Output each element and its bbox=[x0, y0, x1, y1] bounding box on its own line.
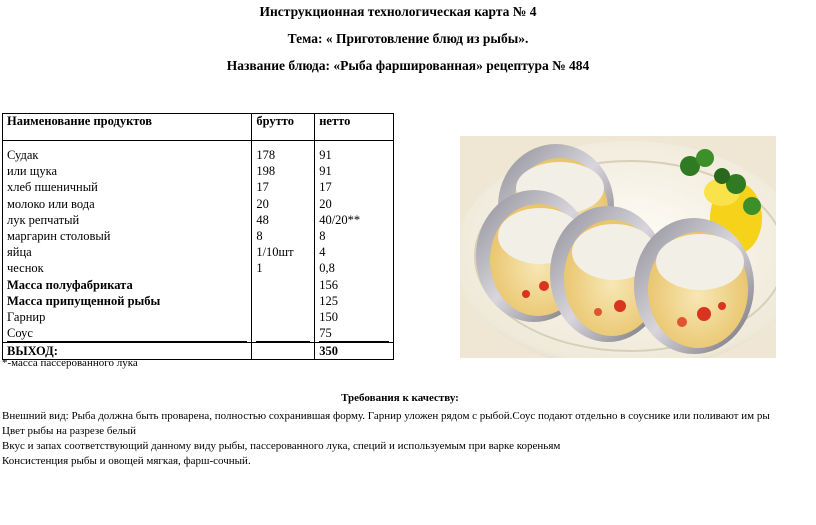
brutto-value bbox=[256, 277, 310, 293]
netto-value: 4 bbox=[319, 245, 326, 260]
brutto-value: 8 bbox=[256, 228, 263, 243]
netto-value: 20 bbox=[319, 196, 332, 211]
netto-cell bbox=[315, 141, 394, 343]
requirement-taste: Вкус и запах соответствующий данному виду рыбы, пассерованного лука, специй и используемым при варке кореньям bbox=[2, 440, 561, 452]
netto-value: 0,8 bbox=[319, 261, 335, 276]
product-name: Гарнир bbox=[7, 309, 46, 324]
topic-title: Тема: « Приготовление блюд из рыбы». bbox=[287, 31, 529, 46]
netto-value: 150 bbox=[319, 309, 338, 324]
stuffed-fish-photo bbox=[460, 136, 776, 358]
dish-title: Название блюда: «Рыба фаршированная» рецептура № 484 bbox=[226, 58, 590, 73]
netto-value: 75 bbox=[319, 325, 389, 342]
requirement-color: Цвет рыбы на разрезе белый bbox=[2, 425, 136, 437]
product-name: маргарин столовый bbox=[7, 228, 111, 243]
brutto-value: 178 bbox=[256, 148, 276, 162]
footnote: *-масса пассерованного лука bbox=[2, 357, 138, 369]
requirement-texture: Консистенция рыбы и овощей мягкая, фарш-сочный. bbox=[2, 455, 251, 467]
product-name: чеснок bbox=[7, 261, 44, 276]
quality-requirements-title: Требования к качеству: bbox=[341, 392, 459, 404]
product-name: лук репчатый bbox=[7, 212, 80, 227]
brutto-value bbox=[256, 325, 310, 342]
brutto-value: 17 bbox=[256, 180, 269, 195]
table-body-row bbox=[3, 141, 394, 343]
requirement-appearance: Внешний вид: Рыба должна быть проварена, полностью сохранившая форму. Гарнир уложен рядом с рыбой.Соус подают отдельно в соуснике или поливают им ры bbox=[2, 410, 770, 422]
product-name: Масса припущенной рыбы bbox=[7, 293, 161, 308]
netto-value: 8 bbox=[319, 228, 326, 243]
brutto-value: 1 bbox=[256, 261, 263, 276]
product-name: или щука bbox=[7, 164, 58, 179]
output-netto: 350 bbox=[315, 343, 394, 360]
brutto-value bbox=[256, 309, 310, 325]
col-header-brutto: брутто bbox=[252, 114, 315, 141]
product-name: Судак bbox=[7, 148, 39, 162]
output-label: ВЫХОД: bbox=[3, 343, 252, 360]
brutto-value: 20 bbox=[256, 196, 269, 211]
product-name: Масса полуфабриката bbox=[7, 277, 133, 292]
products-cell bbox=[3, 141, 252, 343]
col-header-netto: нетто bbox=[315, 114, 394, 141]
netto-value: 17 bbox=[319, 180, 332, 195]
brutto-value: 48 bbox=[256, 212, 269, 227]
product-name: Соус bbox=[7, 325, 247, 342]
fish-slice-4 bbox=[634, 218, 754, 354]
card-title: Инструкционная технологическая карта № 4 bbox=[259, 4, 537, 19]
output-brutto bbox=[252, 343, 315, 360]
product-name: яйца bbox=[7, 245, 32, 260]
recipe-table bbox=[2, 113, 394, 360]
netto-value: 91 bbox=[319, 148, 332, 162]
brutto-cell bbox=[252, 141, 315, 343]
table-header-row bbox=[3, 114, 394, 141]
brutto-value bbox=[256, 293, 310, 309]
col-header-products: Наименование продуктов bbox=[3, 114, 252, 141]
product-name: хлеб пшеничный bbox=[7, 180, 98, 195]
netto-value: 125 bbox=[319, 293, 338, 308]
product-name: молоко или вода bbox=[7, 196, 95, 211]
netto-value: 40/20** bbox=[319, 212, 361, 227]
netto-value: 156 bbox=[319, 277, 338, 292]
brutto-value: 1/10шт bbox=[256, 245, 294, 260]
brutto-value: 198 bbox=[256, 164, 276, 179]
netto-value: 91 bbox=[319, 164, 332, 179]
